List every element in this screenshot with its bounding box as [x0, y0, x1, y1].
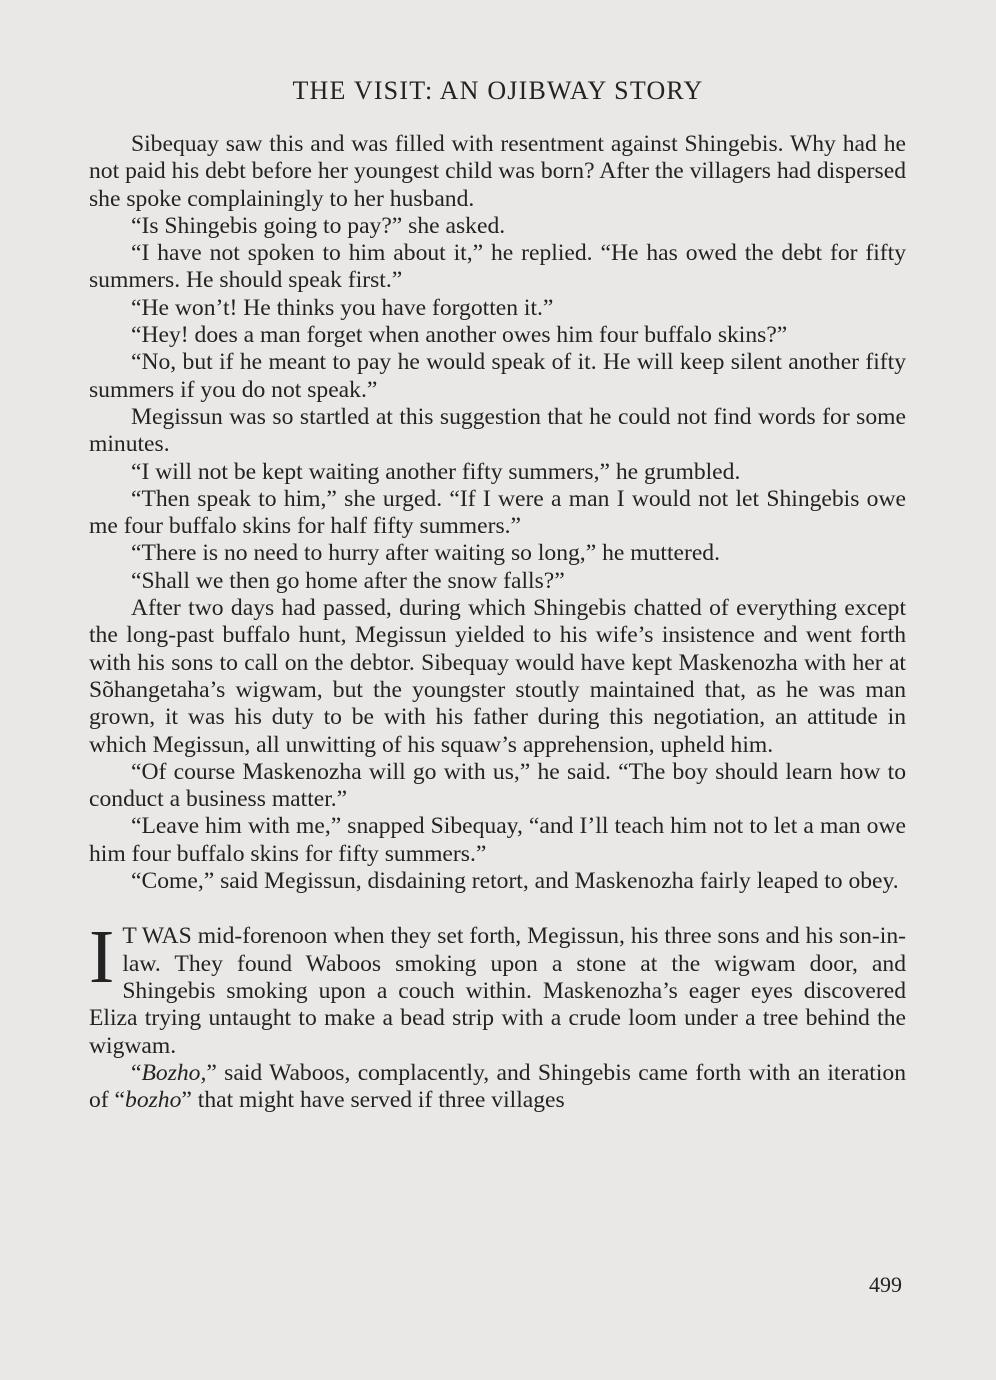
paragraph: “There is no need to hurry after waiting so long,” he muttered. [131, 540, 720, 567]
paragraph: “Leave him with me,” snapped Sibequay, “and I’ll teach him not to let a man owe him four buffalo skins for fifty summers.” [89, 813, 906, 867]
body-text [89, 131, 906, 1114]
opening-text: T WAS mid-forenoon when they set forth, Megissun, his three sons and his son-in-law. They found Waboos smoking upon a stone at the wigwam door, and Shingebis smoking upon a couch within. Maskenozha’s eager eyes discovered Eliza trying untaught to make a bead strip with a crude loom under a tree behind the wigwam. [89, 923, 906, 1059]
paragraph: After two days had passed, during which Shingebis chatted of everything except the long-past buffalo hunt, Megissun yielded to his wife’s insistence and went forth with his sons to call on the debtor. Sibequay would have kept Maskenozha with her at Sõhangetaha’s wigwam, but the youngster stoutly maintained that, as he was man grown, it was his duty to be with his father during this negotiation, an attitude in which Megissun, all unwitting of his squaw’s apprehension, upheld him. [89, 595, 906, 758]
page-number: 499 [869, 1272, 902, 1297]
paragraph: “I will not be kept waiting another fifty summers,” he grumbled. [131, 458, 741, 485]
running-head: THE VISIT: AN OJIBWAY STORY [292, 76, 704, 105]
section-opening-paragraph [89, 915, 906, 1059]
paragraph: Megissun was so startled at this suggestion that he could not find words for some minutes. [89, 403, 906, 458]
paragraph: “He won’t! He thinks you have forgotten it.” [131, 294, 554, 321]
paragraph: Sibequay saw this and was filled with resentment against Shingebis. Why had he not paid his debt before her youngest child was born? After the villagers had dispersed she spoke complainingly to her husband. [89, 131, 906, 212]
paragraph: “Come,” said Megissun, disdaining retort, and Maskenozha fairly leaped to obey. [131, 868, 899, 895]
italic-word: Bozho, [141, 1059, 207, 1086]
italic-word: bozho [125, 1087, 182, 1114]
paragraph: “No, but if he meant to pay he would speak of it. He will keep silent another fifty summers if you do not speak.” [89, 349, 906, 403]
paragraph: “Shall we then go home after the snow falls?” [131, 567, 565, 594]
paragraph: “Is Shingebis going to pay?” she asked. [131, 212, 506, 239]
paragraph: “Then speak to him,” she urged. “If I were a man I would not let Shingebis owe me four buffalo skins for half fifty summers.” [89, 485, 906, 540]
drop-cap: I [89, 915, 115, 1000]
paragraph: “Bozho,” said Waboos, complacently, and Shingebis came forth with an iteration of “bozho” that might have served if three villages [89, 1059, 906, 1114]
paragraph: “I have not spoken to him about it,” he replied. “He has owed the debt for fifty summers. He should speak first.” [89, 240, 906, 294]
paragraph: “Of course Maskenozha will go with us,” he said. “The boy should learn how to conduct a business matter.” [89, 758, 906, 813]
paragraph: “Hey! does a man forget when another owes him four buffalo skins?” [131, 322, 788, 349]
